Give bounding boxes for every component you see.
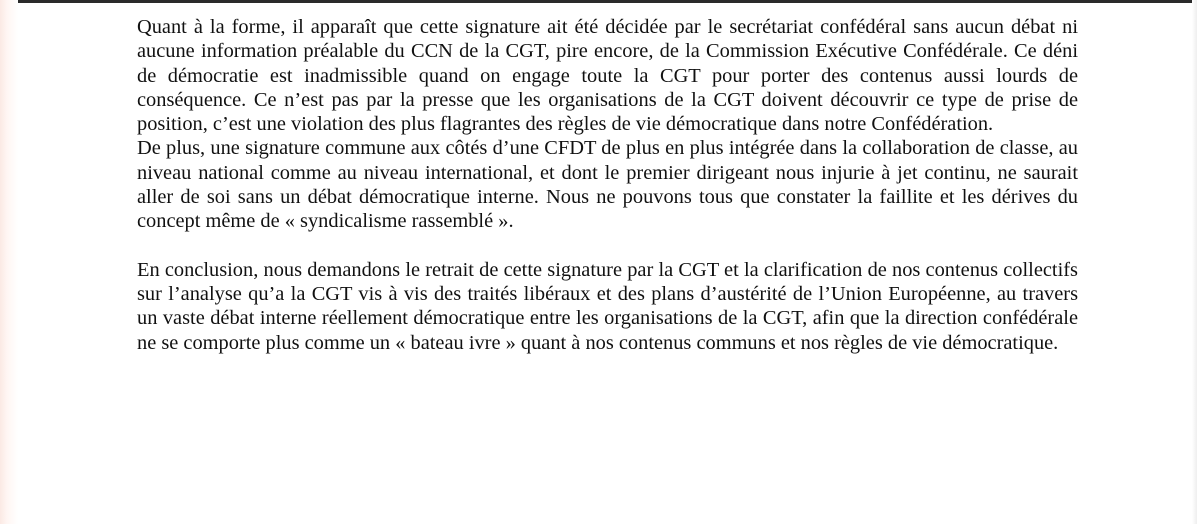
paragraph-form: Quant à la forme, il apparaît que cette signature ait été décidée par le secrétariat confédéral sans aucun débat ni aucune information préalable du CCN de la CGT, pire encore, de la Commission Exécutive Confédérale. Ce déni de démocratie est inadmissible quand on engage toute la CGT pour porter des contenus aussi lourds de conséquence. Ce n’est pas par la presse que les organisations de la CGT doivent découvrir ce type de prise de position, c’est une violation des plus flagrantes des règles de vie démocratique dans notre Confédération.	[137, 16, 1078, 136]
top-border-line	[0, 0, 1197, 3]
scan-right-edge	[1192, 0, 1197, 524]
paragraph-spacer	[137, 234, 1078, 258]
scan-left-edge	[0, 0, 18, 524]
paragraph-conclusion: En conclusion, nous demandons le retrait de cette signature par la CGT et la clarification de nos contenus collectifs sur l’analyse qu’a la CGT vis à vis des traités libéraux et des plans d’austérité de l’Union Européenne, au travers un vaste débat interne réellement démocratique entre les organisations de la CGT, afin que la direction confédérale ne se comporte plus comme un « bateau ivre » quant à nos contenus communs et nos règles de vie démocratique.	[137, 258, 1078, 354]
document-body	[137, 15, 1078, 355]
paragraph-moreover: De plus, une signature commune aux côtés d’une CFDT de plus en plus intégrée dans la collaboration de classe, au niveau national comme au niveau international, et dont le premier dirigeant nous injurie à jet continu, ne saurait aller de soi sans un débat démocratique interne. Nous ne pouvons tous que constater la faillite et les dérives du concept même de « syndicalisme rassemblé ».	[137, 137, 1078, 233]
